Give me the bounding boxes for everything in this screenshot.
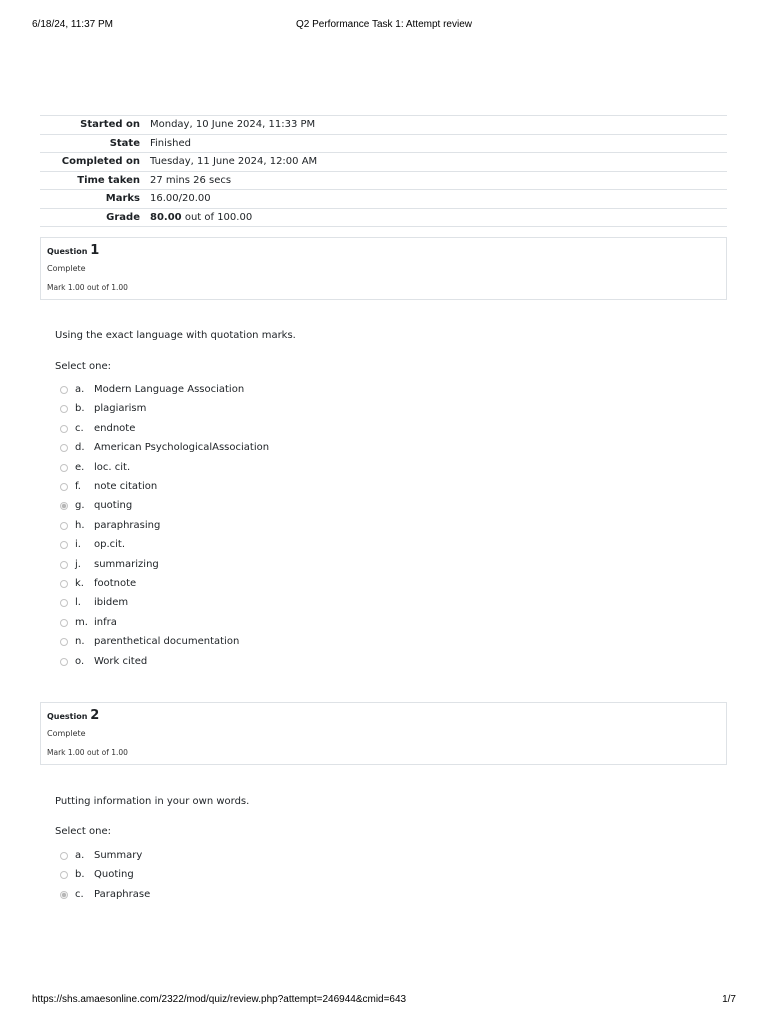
option-letter: e. [75,461,85,473]
summary-row-state [40,134,727,153]
question-label: Question [47,247,88,256]
question-2-prompt: Select one: [55,826,112,837]
option-text: Modern Language Association [94,384,245,395]
question-number-value: 2 [90,708,100,723]
option-letter: i. [75,539,81,551]
option-text: ibidem [94,597,129,609]
question-1-info [40,237,727,300]
radio-icon[interactable] [60,638,68,646]
state-label: State [40,134,150,153]
radio-icon[interactable] [60,599,68,607]
option-letter: f. [75,481,81,492]
started-value: Monday, 10 June 2024, 11:33 PM [150,116,727,135]
radio-icon[interactable] [60,619,68,627]
option-text: op.cit. [94,539,126,551]
page-number: 1/7 [722,994,736,1005]
option-text: Work cited [94,655,148,667]
option-letter: k. [75,578,84,589]
radio-icon[interactable] [60,483,68,491]
summary-row-started [40,116,727,135]
option-text: American PsychologicalAssociation [94,442,270,454]
option-text: endnote [94,422,136,434]
option-text: note citation [94,481,158,492]
radio-icon[interactable] [60,561,68,569]
grade-score: 80.00 [150,211,182,223]
marks-label: Marks [40,190,150,209]
page-title: Q2 Performance Task 1: Attempt review [295,19,472,30]
radio-selected-icon[interactable] [60,891,68,899]
option-letter: a. [75,850,85,861]
radio-icon[interactable] [60,464,68,472]
time-label: Time taken [40,171,150,190]
option-letter: j. [75,558,81,570]
question-state: Complete [47,729,86,738]
summary-row-time [40,171,727,190]
question-number-value: 1 [90,243,100,258]
time-value: 27 mins 26 secs [150,171,727,190]
option-text: summarizing [94,558,159,570]
option-letter: g. [75,500,85,512]
question-1-prompt: Select one: [55,361,112,372]
option-letter: n. [75,636,85,648]
option-text: parenthetical documentation [94,636,240,648]
option-text: plagiarism [94,403,147,415]
state-value: Finished [150,134,727,153]
option-text: quoting [94,500,133,512]
attempt-summary-table [40,115,727,227]
radio-icon[interactable] [60,541,68,549]
option-letter: o. [75,655,85,667]
option-text: infra [94,616,117,628]
radio-icon[interactable] [60,580,68,588]
summary-row-grade [40,208,727,227]
question-2-text: Putting information in your own words. [55,796,250,807]
option-text: loc. cit. [94,461,131,473]
option-letter: d. [75,442,85,454]
radio-icon[interactable] [60,444,68,452]
print-datetime: 6/18/24, 11:37 PM [32,19,113,30]
radio-icon[interactable] [60,852,68,860]
question-mark: Mark 1.00 out of 1.00 [47,748,128,757]
started-label: Started on [40,116,150,135]
summary-row-completed [40,153,727,172]
radio-icon[interactable] [60,386,68,394]
question-2-info [40,702,727,765]
option-letter: c. [75,422,84,434]
radio-icon[interactable] [60,425,68,433]
option-text: paraphrasing [94,519,161,531]
option-letter: h. [75,519,85,531]
completed-value: Tuesday, 11 June 2024, 12:00 AM [150,153,727,172]
grade-value [150,208,727,227]
option-text: footnote [94,578,137,589]
summary-row-marks [40,190,727,209]
radio-selected-icon[interactable] [60,502,68,510]
question-number [47,708,99,723]
grade-out-of: out of 100.00 [181,211,253,223]
option-letter: b. [75,403,85,415]
option-letter: b. [75,869,85,881]
marks-value: 16.00/20.00 [150,190,727,209]
grade-label: Grade [40,208,150,227]
question-mark: Mark 1.00 out of 1.00 [47,283,128,292]
question-label: Question [47,712,88,721]
question-1-text: Using the exact language with quotation marks. [55,330,296,341]
radio-icon[interactable] [60,658,68,666]
option-letter: m. [75,616,88,628]
question-state: Complete [47,264,86,273]
option-text: Paraphrase [94,888,151,900]
radio-icon[interactable] [60,522,68,530]
radio-icon[interactable] [60,405,68,413]
option-letter: a. [75,384,85,395]
page-url: https://shs.amaesonline.com/2322/mod/quiz/review.php?attempt=246944&cmid=643 [32,994,407,1005]
option-letter: c. [75,888,84,900]
option-text: Quoting [94,869,134,881]
option-letter: l. [75,597,81,609]
question-number [47,243,99,258]
completed-label: Completed on [40,153,150,172]
radio-icon[interactable] [60,871,68,879]
option-text: Summary [94,850,143,861]
